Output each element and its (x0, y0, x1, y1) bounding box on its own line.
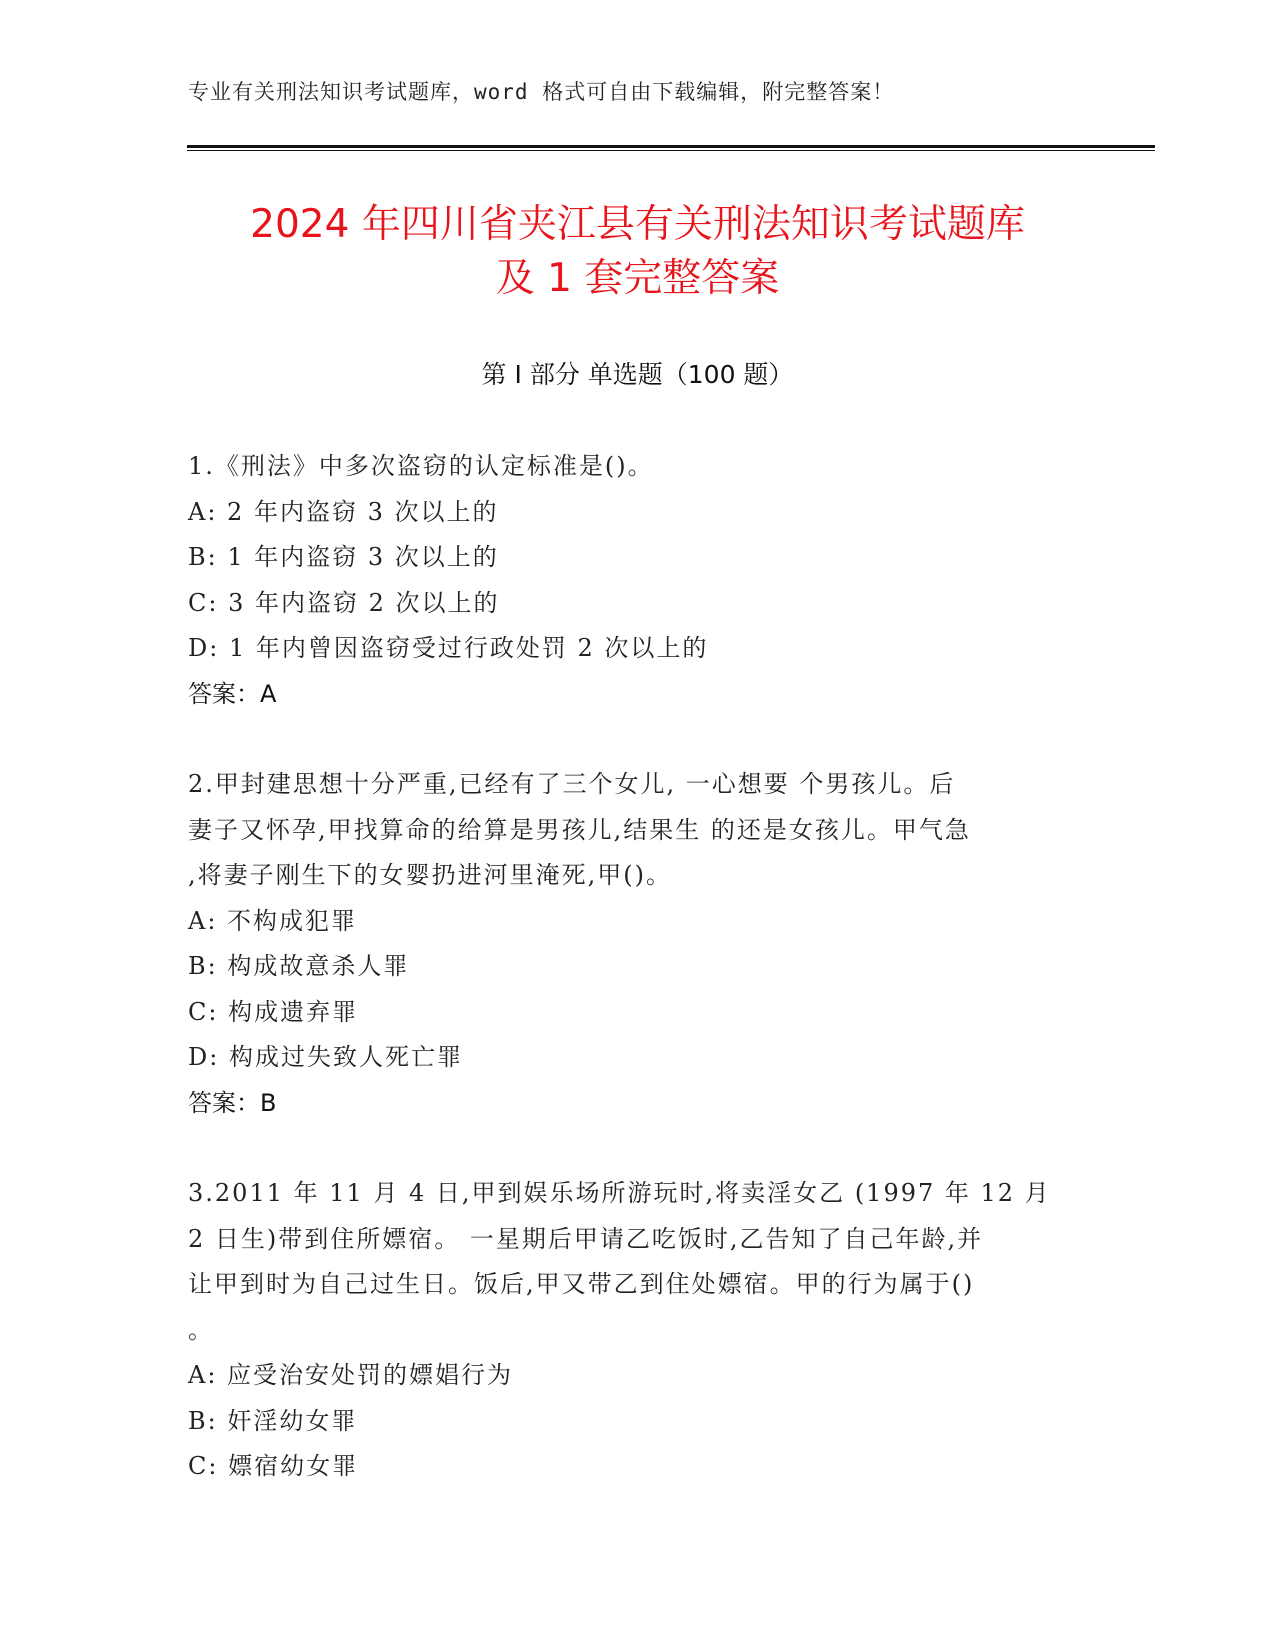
document-title-line-1: 2024 年四川省夹江县有关刑法知识考试题库 (250, 202, 1025, 247)
question-stem-line: 妻子又怀孕,甲找算命的给算是男孩儿,结果生 的还是女孩儿。甲气急 (188, 815, 971, 844)
question-list (188, 444, 1088, 1535)
question-stem-line: 2 日生)带到住所嫖宿。 一星期后甲请乙吃饭时,乙告知了自己年龄,并 (188, 1224, 984, 1253)
option-a: A: 应受治安处罚的嫖娼行为 (188, 1361, 514, 1389)
option-d: D: 构成过失致人死亡罪 (188, 1043, 463, 1071)
question-3 (188, 1171, 1088, 1490)
question-stem-line: 3.2011 年 11 月 4 日,甲到娱乐场所游玩时,将卖淫女乙 (1997 年 12 月 (188, 1179, 1051, 1207)
option-a: A: 2 年内盗窃 3 次以上的 (188, 497, 499, 526)
document-title (100, 198, 1175, 306)
document-title-line-2: 及 1 套完整答案 (495, 256, 780, 301)
option-b: B: 1 年内盗窃 3 次以上的 (188, 543, 499, 571)
answer: 答案：B (188, 1088, 277, 1117)
header-divider-thick (187, 145, 1155, 148)
question-stem-line: ,将妻子刚生下的女婴扔进河里淹死,甲()。 (188, 861, 672, 889)
option-c: C: 嫖宿幼女罪 (188, 1452, 359, 1480)
option-c: C: 3 年内盗窃 2 次以上的 (188, 588, 500, 617)
question-stem: 1.《刑法》中多次盗窃的认定标准是()。 (188, 452, 654, 480)
question-stem-line: 。 (188, 1315, 214, 1344)
option-b: B: 奸淫幼女罪 (188, 1406, 358, 1435)
option-c: C: 构成遗弃罪 (188, 997, 359, 1026)
page-header: 专业有关刑法知识考试题库，word 格式可自由下载编辑，附完整答案！ (188, 80, 895, 104)
option-b: B: 构成故意杀人罪 (188, 952, 410, 980)
question-1 (188, 444, 1088, 717)
answer: 答案：A (188, 679, 277, 708)
option-d: D: 1 年内曾因盗窃受过行政处罚 2 次以上的 (188, 634, 709, 662)
question-stem-line: 2.甲封建思想十分严重,已经有了三个女儿, 一心想要 个男孩儿。后 (188, 770, 956, 798)
question-stem-line: 让甲到时为自己过生日。饭后,甲又带乙到住处嫖宿。甲的行为属于() (188, 1270, 975, 1298)
header-divider-thin (187, 150, 1155, 151)
section-title: 第 I 部分 单选题（100 题） (481, 360, 794, 389)
question-2 (188, 762, 1088, 1126)
option-a: A: 不构成犯罪 (188, 906, 358, 935)
